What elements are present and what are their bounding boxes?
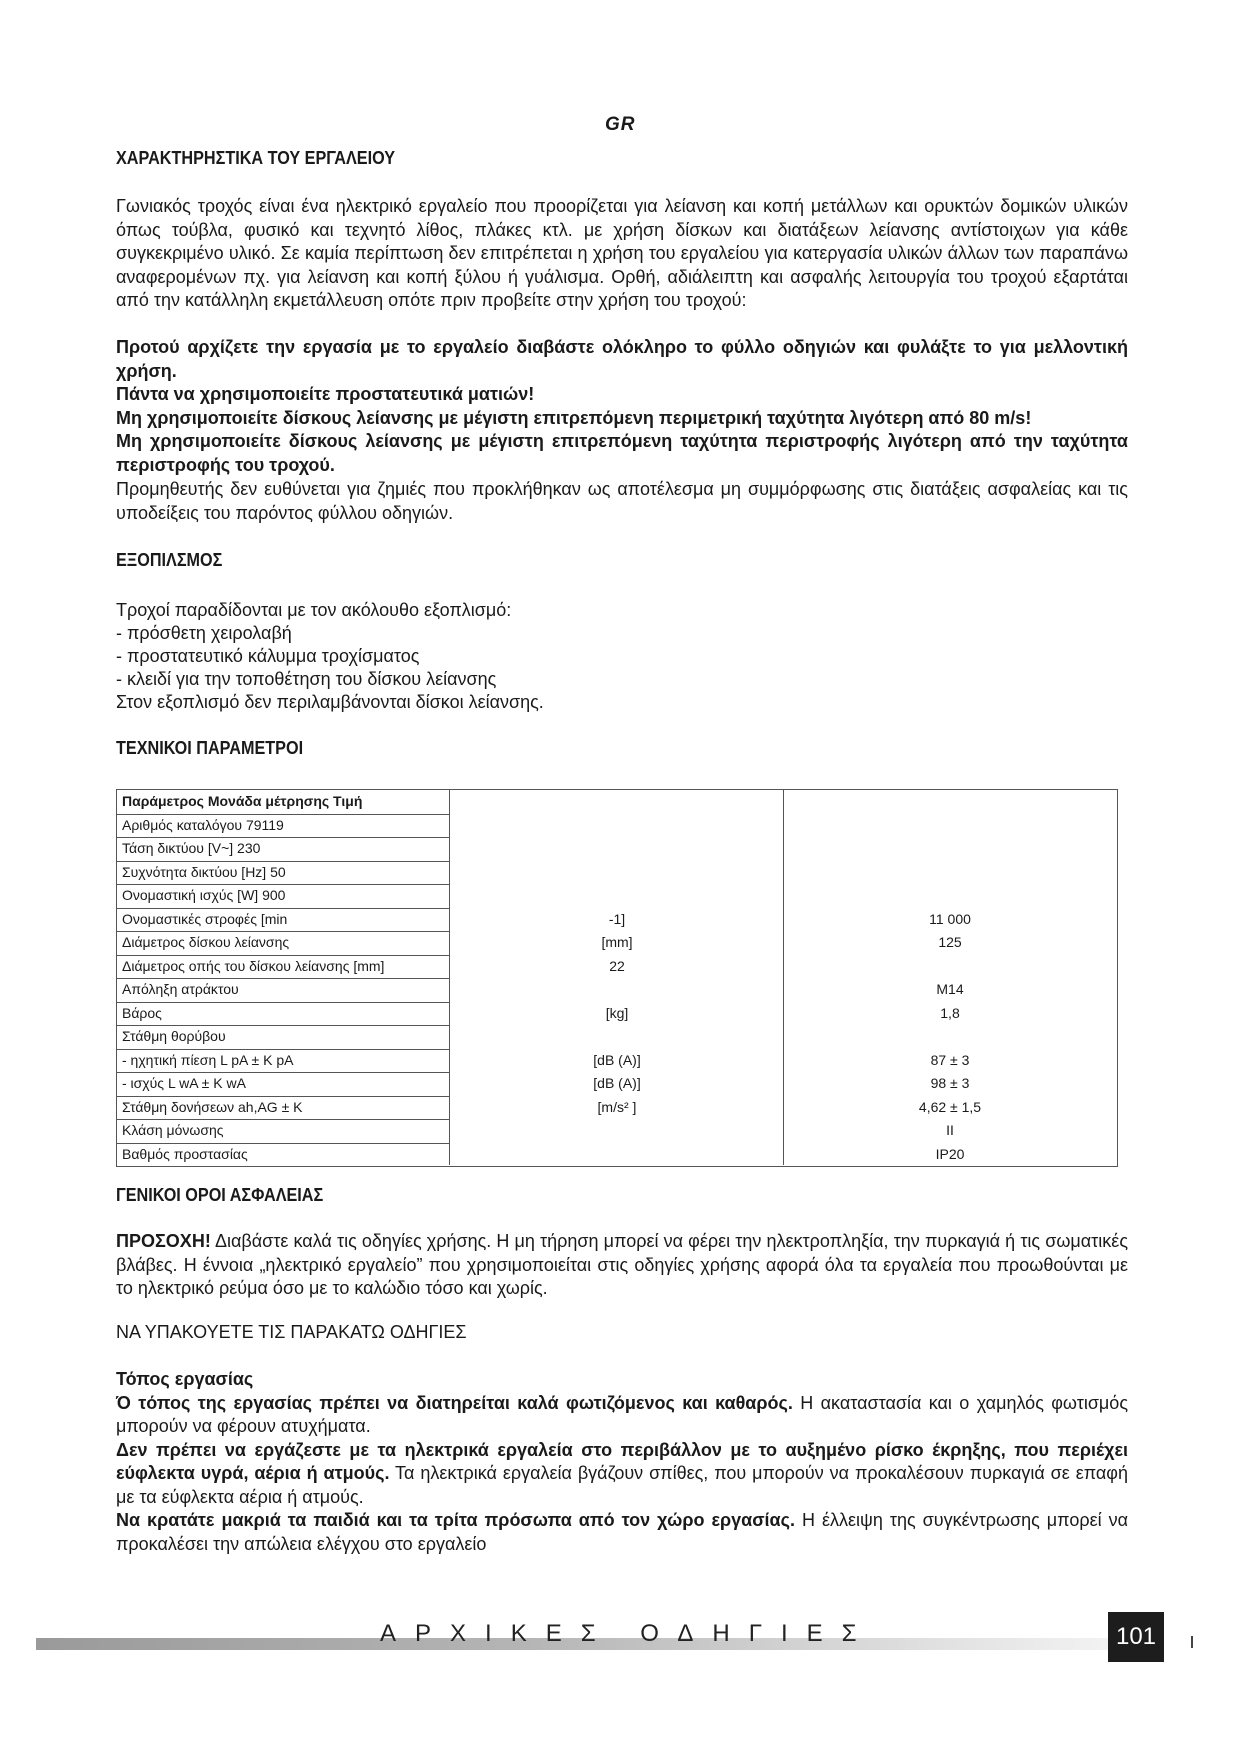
table-row — [117, 837, 1117, 861]
table-row-divider — [117, 861, 449, 862]
parameter-cell: Στάθμη θορύβου — [122, 1028, 226, 1044]
parameter-cell: - ισχύς L wA ± K wA — [122, 1075, 246, 1091]
unit-cell — [452, 1025, 782, 1049]
table-row-divider — [117, 1096, 449, 1097]
table-row — [117, 861, 1117, 885]
table-row — [117, 931, 1117, 955]
value-cell: 11 000 — [929, 910, 971, 927]
equipment-item: - κλειδί για την τοποθέτηση του δίσκου λείανσης — [116, 669, 497, 689]
parameter-cell: Κλάση μόνωσης — [122, 1122, 224, 1138]
equipment-item: - προστατευτικό κάλυμμα τροχίσματος — [116, 646, 420, 666]
table-row-divider — [117, 1002, 449, 1003]
table-row — [117, 1119, 1117, 1143]
table-row-divider — [117, 884, 449, 885]
unit-cell: [kg] — [605, 1004, 629, 1021]
warning-peripheral-speed: Μη χρησιμοποιείτε δίσκους λείανσης με μέγιστη επιτρεπόμενη περιμετρική ταχύτητα λιγότερη από 80 m/s! — [116, 407, 1032, 428]
unit-cell — [452, 837, 782, 861]
parameter-cell: Τάση δικτύου [V~] 230 — [122, 840, 261, 856]
value-cell — [785, 884, 1115, 908]
caution-label: ΠΡΟΣΟΧΗ! — [116, 1231, 211, 1251]
language-code: GR — [605, 114, 636, 135]
table-row — [117, 1072, 1117, 1096]
value-cell — [785, 861, 1115, 885]
table-row — [117, 955, 1117, 979]
table-row-divider — [117, 931, 449, 932]
unit-cell: 22 — [609, 957, 625, 974]
warning-rotation-speed: Μη χρησιμοποιείτε δίσκους λείανσης με μέγιστη επιτρεπόμενη ταχύτητα περιστροφής λιγότερη από την ταχύτητα περιστροφής του τροχού. — [116, 431, 1128, 475]
footer-title: ΑΡΧΙΚΕΣ ΟΔΗΓΙΕΣ — [380, 1620, 876, 1647]
table-row-divider — [117, 978, 449, 979]
value-cell — [785, 837, 1115, 861]
value-cell: M14 — [936, 981, 964, 997]
workplace-title: Τόπος εργασίας — [116, 1369, 254, 1389]
table-row-divider — [117, 908, 449, 909]
caution-text: Διαβάστε καλά τις οδηγίες χρήσης. Η μη τήρηση μπορεί να φέρει την ηλεκτροπληξία, την πυρκαγιά ή τις σωματικές βλάβες. Η έννοια „ηλεκτρικό εργαλείο” που χρησιμοποιείται στις οδηγίες χρήσης αφορά όλα τα εργαλεία που προωθούνται με το ηλεκτρικό ρεύμα όσο με το καλώδιο τόσο και χωρίς. — [116, 1231, 1128, 1298]
unit-cell: -1] — [608, 910, 626, 927]
parameter-cell: Βαθμός προστασίας — [122, 1145, 248, 1162]
technical-parameters-table — [116, 789, 1118, 1167]
page-number: 101 — [1108, 1612, 1164, 1662]
parameter-cell: Ονομαστικές στροφές [min — [122, 910, 288, 927]
intro-paragraph — [116, 195, 1128, 313]
section-title-tool-features: ΧΑΡΑΚΤΗΡΗΣΤΙΚΑ ΤΟΥ ΕΡΓΑΛΕΙΟΥ — [116, 148, 396, 168]
parameter-cell: Ονομαστική ισχύς [W] 900 — [122, 887, 286, 903]
workplace-block — [116, 1368, 1128, 1556]
value-cell — [785, 814, 1115, 838]
table-row — [117, 908, 1117, 932]
unit-cell: [dB (A)] — [593, 1075, 641, 1091]
equipment-item: - πρόσθετη χειρολαβή — [116, 623, 292, 643]
warnings-block — [116, 336, 1128, 477]
parameter-cell: Συχνότητα δικτύου [Hz] 50 — [122, 863, 286, 880]
value-cell: 98 ± 3 — [930, 1075, 970, 1091]
table-row — [117, 978, 1117, 1002]
table-row — [117, 1025, 1117, 1049]
workplace-rule-1-text: Η ακαταστασία και ο χαμηλός φωτισμός μπορούν να φέρουν ατυχήματα. — [116, 1392, 1128, 1436]
parameter-cell: Στάθμη δονήσεων ah,AG ± K — [122, 1098, 303, 1115]
unit-cell — [452, 978, 782, 1002]
value-cell: 125 — [938, 934, 962, 950]
disclaimer-paragraph — [116, 478, 1128, 525]
table-row-divider — [117, 837, 449, 838]
equipment-intro: Τροχοί παραδίδονται με τον ακόλουθο εξοπλισμό: — [116, 600, 512, 620]
unit-cell: [mm] — [601, 934, 633, 950]
parameter-cell: Αριθμός καταλόγου 79119 — [122, 816, 284, 833]
table-row-divider — [117, 955, 449, 956]
table-row-divider — [117, 1025, 449, 1026]
table-row — [117, 1002, 1117, 1026]
table-row — [117, 790, 1117, 814]
value-cell — [785, 790, 1115, 814]
unit-cell: [m/s² ] — [597, 1098, 637, 1115]
workplace-rule-3-text: Η έλλειψη της συγκέντρωσης μπορεί να προκαλέσει την απώλεια ελέγχου στο εργαλείο — [116, 1510, 1128, 1554]
workplace-rule-2-text: Τα ηλεκτρικά εργαλεία βγάζουν σπίθες, που μπορούν να προκαλέσουν πυρκαγιά σε επαφή με τα εύφλεκτα αέρια ή ατμούς. — [116, 1463, 1128, 1507]
warning-eye-protection: Πάντα να χρησιμοποιείτε προστατευτικά ματιών! — [116, 384, 535, 404]
table-row — [117, 1143, 1117, 1167]
table-row-divider — [117, 1119, 449, 1120]
value-cell: IP20 — [935, 1145, 965, 1162]
table-row — [117, 1096, 1117, 1120]
workplace-rule-3: Να κρατάτε μακριά τα παιδιά και τα τρίτα πρόσωπα από τον χώρο εργασίας. — [116, 1510, 795, 1530]
page-tick-mark — [1191, 1636, 1193, 1648]
table-row — [117, 884, 1117, 908]
equipment-note: Στον εξοπλισμό δεν περιλαμβάνονται δίσκοι λείανσης. — [116, 692, 544, 712]
unit-cell — [452, 814, 782, 838]
obey-instructions: ΝΑ ΥΠΑΚΟΥΕΤΕ ΤΙΣ ΠΑΡΑΚΑΤΩ ΟΔΗΓΙΕΣ — [116, 1322, 467, 1342]
section-title-equipment: ΕΞΟΠΙΛΣΜΟΣ — [116, 550, 223, 570]
table-row-divider — [117, 1049, 449, 1050]
intro-text: Γωνιακός τροχός είναι ένα ηλεκτρικό εργαλείο που προορίζεται για λείανση και κοπή μετάλλων και ορυκτών δομικών υλικών όπως τούβλα, φυσικό και τεχνητό λίθος, πλάκες κτλ. με χρήση δίσκων και διατάξεων λείανσης αντίστοιχων για κάθε συγκεκριμένο υλικό. Σε καμία περίπτωση δεν επιτρέπεται η χρήση του εργαλείου για κατεργασία υλικών άλλων των παραπάνω αναφερομένων πχ. για λείανση και κοπή ξύλου ή γυάλισμα. Ορθή, αδιάλειπτη και ασφαλής λειτουργία του τροχού εξαρτάται από την κατάλληλη εκμετάλλευση οπότε πριν προβείτε στην χρήση του τροχού: — [116, 196, 1128, 310]
unit-cell — [452, 861, 782, 885]
value-cell: 87 ± 3 — [930, 1051, 970, 1068]
unit-cell — [452, 1143, 782, 1167]
parameter-cell: - ηχητική πίεση L pA ± K pA — [122, 1051, 294, 1068]
parameter-cell: Διάμετρος οπής του δίσκου λείανσης [mm] — [122, 957, 385, 974]
value-cell — [785, 955, 1115, 979]
value-cell: 4,62 ± 1,5 — [918, 1098, 982, 1115]
workplace-rule-2: Δεν πρέπει να εργάζεστε με τα ηλεκτρικά εργαλεία στο περιβάλλον με το αυξημένο ρίσκο έκρηξης, που περιέχει εύφλεκτα υγρά, αέρια ή ατμούς. — [116, 1439, 1128, 1483]
value-cell: 1,8 — [940, 1004, 960, 1021]
unit-cell — [452, 1119, 782, 1143]
value-cell — [785, 1025, 1115, 1049]
parameter-cell: Διάμετρος δίσκου λείανσης — [122, 934, 290, 950]
section-title-general-safety: ΓΕΝΙΚΟΙ ΟΡΟΙ ΑΣΦΑΛΕΙΑΣ — [116, 1185, 324, 1205]
unit-cell: [dB (A)] — [593, 1051, 641, 1068]
disclaimer-text: Προμηθευτής δεν ευθύνεται για ζημιές που προκλήθηκαν ως αποτέλεσμα μη συμμόρφωσης στις διατάξεις ασφαλείας και τις υποδείξεις του παρόντος φύλλου οδηγιών. — [116, 479, 1128, 523]
caution-paragraph — [116, 1230, 1128, 1301]
parameter-cell: Βάρος — [122, 1004, 162, 1021]
value-cell: II — [946, 1122, 954, 1138]
table-row — [117, 814, 1117, 838]
table-row — [117, 1049, 1117, 1073]
warning-read-manual: Προτού αρχίζετε την εργασία με το εργαλείο διαβάστε ολόκληρο το φύλλο οδηγιών και φυλάξτε το για μελλοντική χρήση. — [116, 337, 1128, 381]
parameter-cell: Απόληξη ατράκτου — [122, 981, 239, 997]
table-row-divider — [117, 814, 449, 815]
workplace-rule-1: Ό τόπος της εργασίας πρέπει να διατηρείται καλά φωτιζόμενος και καθαρός. — [116, 1392, 793, 1413]
unit-cell — [452, 790, 782, 814]
section-title-technical-parameters: ΤΕΧΝΙΚΟΙ ΠΑΡΑΜΕΤΡΟΙ — [116, 738, 304, 758]
parameter-cell: Παράμετρος Μονάδα μέτρησης Τιμή — [122, 793, 363, 809]
unit-cell — [452, 884, 782, 908]
table-row-divider — [117, 1143, 449, 1144]
table-row-divider — [117, 1072, 449, 1073]
